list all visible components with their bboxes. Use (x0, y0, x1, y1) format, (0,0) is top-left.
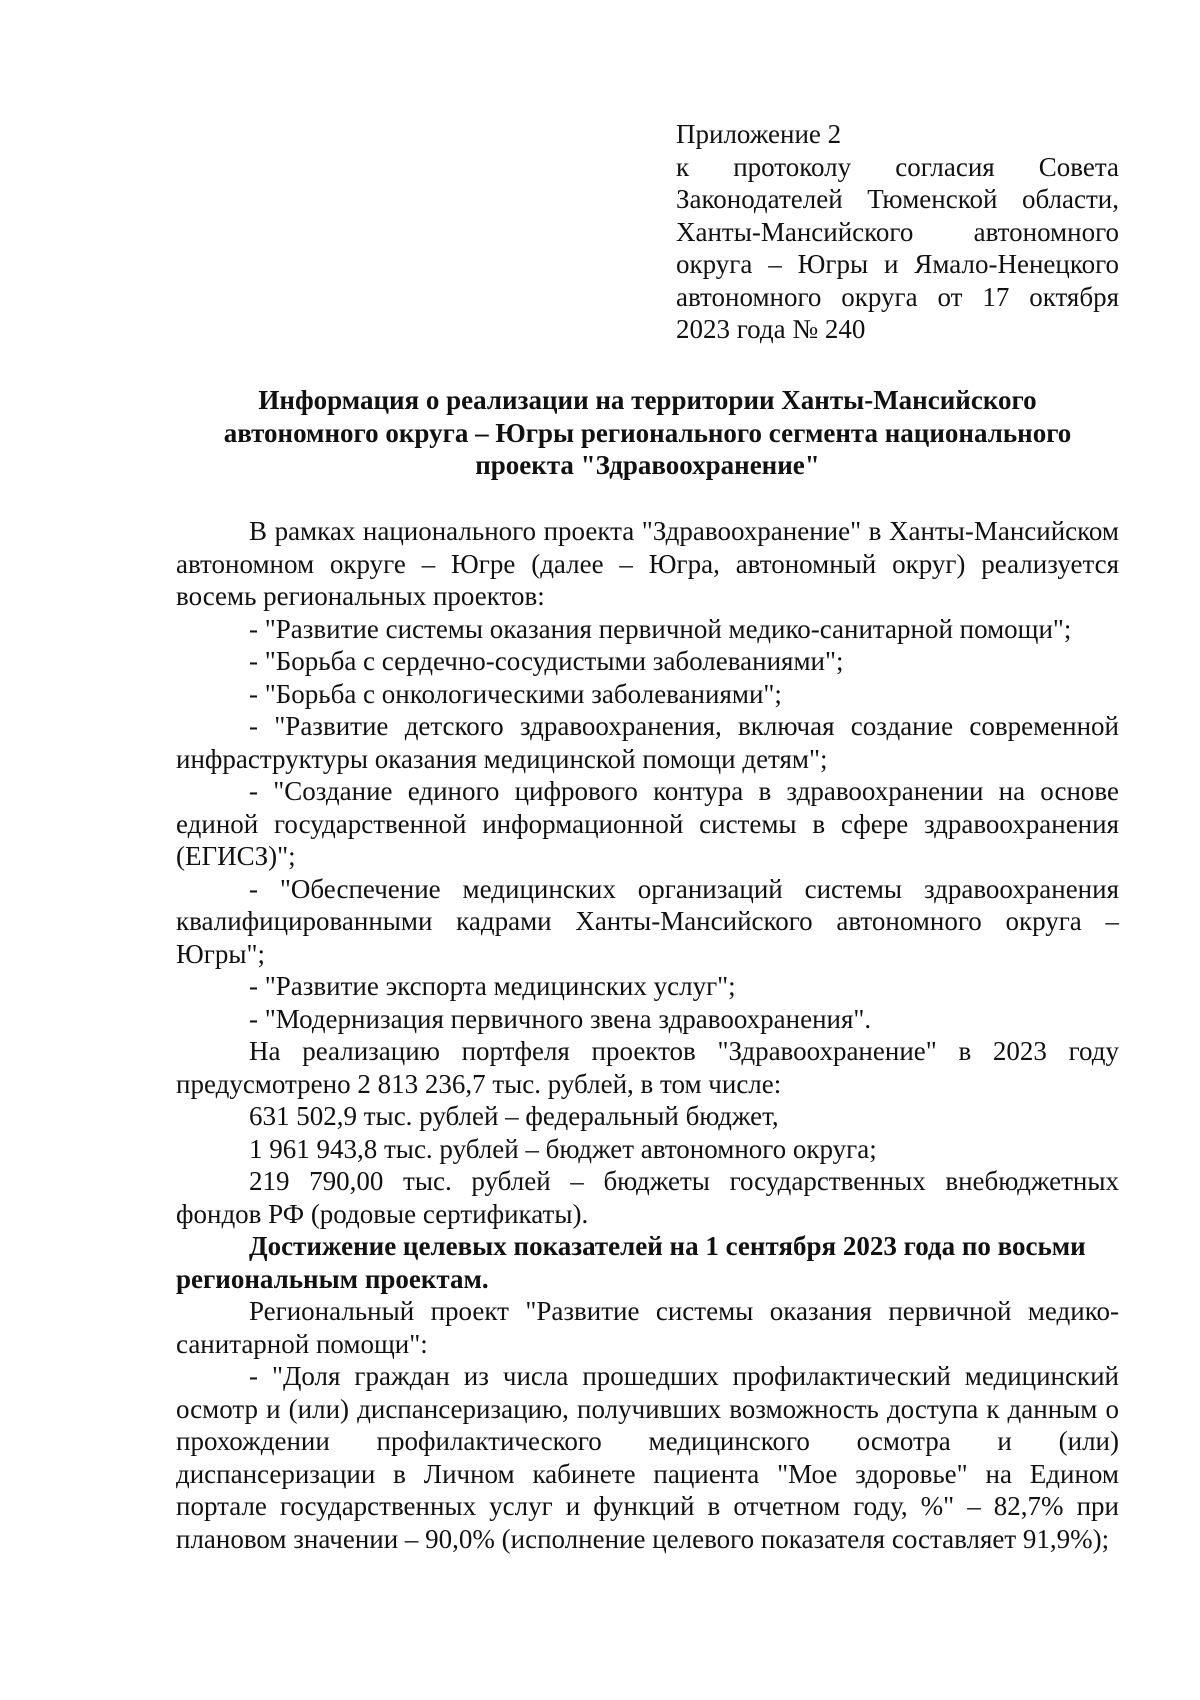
annex-title: Приложение 2 (676, 119, 842, 149)
funding-item: 1 961 943,8 тыс. рублей – бюджет автономного округа; (249, 1133, 877, 1164)
project-list-item: - "Развитие экспорта медицинских услуг"; (249, 971, 736, 1001)
project-list-item: - "Борьба с онкологическими заболеваниями"; (249, 678, 782, 709)
section-title: Достижение целевых показателей на 1 сентября 2023 года по восьми региональным проектам. (176, 1231, 1086, 1294)
funding-intro-paragraph: На реализацию портфеля проектов "Здравоохранение" в 2023 году предусмотрено 2 813 236,7 тыс. рублей, в том числе: (176, 1036, 1119, 1099)
heading-line: автономного округа – Югры регионального сегмента национального (223, 417, 1072, 448)
regional-project-paragraph: Региональный проект "Развитие системы оказания первичной медико-санитарной помощи": (176, 1296, 1119, 1359)
heading-line: проекта "Здравоохранение" (475, 450, 820, 480)
funding-item: 631 502,9 тыс. рублей – федеральный бюджет, (249, 1101, 779, 1131)
intro-paragraph: В рамках национального проекта "Здравоохранение" в Ханты-Мансийском автономном округе – Югре (далее – Югра, автономный округ) реализуется восемь региональных проектов: (176, 516, 1119, 611)
funding-item: 219 790,00 тыс. рублей – бюджеты государственных внебюджетных фондов РФ (родовые сертификаты). (176, 1166, 1119, 1229)
document-body (176, 515, 1119, 1555)
indicator-paragraph: - "Доля граждан из числа прошедших профилактический медицинский осмотр и (или) диспансеризацию, получивших возможность доступа к данным о прохождении профилактического медицинского осмотра и (или) диспансеризации в Личном кабинете пациента "Мое здоровье" на Едином портале государственных услуг и функций в отчетном году, %" – 82,7% при плановом значении – 90,0% (исполнение целевого показателя составляет 91,9%); (176, 1361, 1119, 1554)
project-list-item: - "Борьба с сердечно-сосудистыми заболеваниями"; (249, 646, 844, 676)
heading-line: Информация о реализации на территории Ханты-Мансийского (258, 385, 1037, 415)
annex-protocol-reference: к протоколу согласия Совета Законодателей Тюменской области, Ханты-Мансийского автономного округа – Югры и Ямало-Ненецкого автономного округа от 17 октября 2023 года № 240 (676, 151, 1119, 344)
project-list-item: - "Создание единого цифрового контура в здравоохранении на основе единой государственной информационной системы в сфере здравоохранения (ЕГИСЗ)"; (176, 776, 1119, 871)
project-list-item: - "Обеспечение медицинских организаций системы здравоохранения квалифицированными кадрами Ханты-Мансийского автономного округа – Югры"; (176, 873, 1119, 969)
project-list-item: - "Развитие системы оказания первичной медико-санитарной помощи"; (249, 613, 1072, 644)
project-list-item: - "Развитие детского здравоохранения, включая создание современной инфраструктуры оказания медицинской помощи детям"; (176, 711, 1119, 774)
document-heading (176, 384, 1119, 482)
annex-block (676, 118, 1119, 346)
project-list-item: - "Модернизация первичного звена здравоохранения". (249, 1003, 872, 1034)
